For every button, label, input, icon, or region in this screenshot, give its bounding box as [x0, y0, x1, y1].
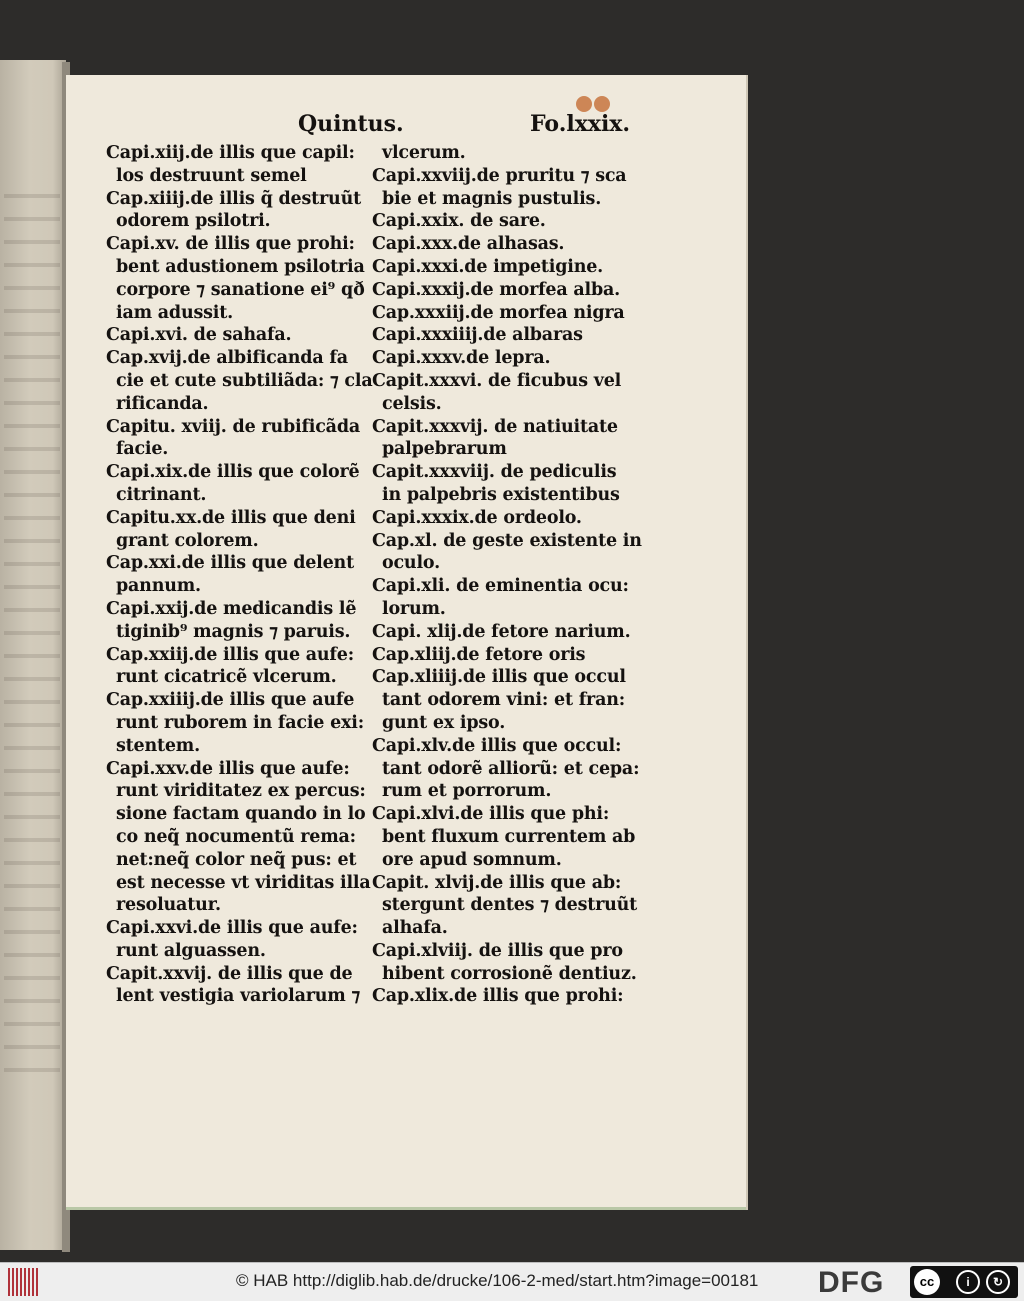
text-line: pannum. — [116, 576, 201, 597]
text-line: bie et magnis pustulis. — [382, 188, 602, 209]
cc-icon: cc — [914, 1269, 940, 1295]
text-line: facie. — [116, 439, 169, 460]
text-line: lorum. — [382, 598, 446, 619]
text-line: gunt ex ipso. — [382, 712, 506, 733]
text-line: Capit.xxvij. de illis que de — [106, 963, 353, 984]
right-text-column — [372, 142, 642, 1008]
text-line: tiginib⁹ magnis ⁊ paruis. — [116, 621, 351, 642]
text-line: corpore ⁊ sanatione ei⁹ qð — [116, 279, 365, 300]
text-line: Capi.xxxv.de lepra. — [372, 348, 551, 369]
text-line: Cap.xlix.de illis que prohi: — [372, 986, 624, 1007]
text-line: Cap.xxxiij.de morfea nigra — [372, 302, 625, 323]
text-line: bent adustionem psilotria — [116, 256, 365, 277]
text-line: Capi.xxxi.de impetigine. — [372, 256, 604, 277]
text-line: Capi.xxx.de alhasas. — [372, 234, 565, 255]
text-line: oculo. — [382, 553, 440, 574]
text-line: runt ruborem in facie exi: — [116, 712, 364, 733]
text-line: Capi.xli. de eminentia ocu: — [372, 576, 629, 597]
text-line: Capi.xix.de illis que colorẽ — [106, 462, 360, 483]
text-line: Capi.xxv.de illis que aufe: — [106, 758, 350, 779]
text-line: los destruunt semel — [116, 165, 307, 186]
text-line: Cap.xliiij.de illis que occul — [372, 667, 626, 688]
text-line: Capi.xxix. de sare. — [372, 211, 546, 232]
text-line: celsis. — [382, 393, 442, 414]
text-line: Capitu. xviij. de rubificãda — [106, 416, 360, 437]
text-line: Capi.xxij.de medicandis lẽ — [106, 598, 357, 619]
running-head: Quintus. — [298, 111, 404, 137]
facing-page-edge — [0, 60, 66, 1250]
text-line: Capi.xlviij. de illis que pro — [372, 940, 623, 961]
text-line: Cap.xxiiij.de illis que aufe — [106, 690, 355, 711]
text-line: Cap.xxiij.de illis que aufe: — [106, 644, 354, 665]
text-line: in palpebris existentibus — [382, 484, 620, 505]
text-line: bent fluxum currentem ab — [382, 826, 636, 847]
text-line: ore apud somnum. — [382, 849, 562, 870]
text-line: Cap.xliij.de fetore oris — [372, 644, 586, 665]
text-line: cie et cute subtiliãda: ⁊ cla — [116, 370, 373, 391]
text-line: Capitu.xx.de illis que deni — [106, 507, 356, 528]
viewer-footer — [0, 1262, 1024, 1301]
text-line: runt alguassen. — [116, 940, 266, 961]
text-line: Capi.xvi. de sahafa. — [106, 325, 292, 346]
text-line: Cap.xl. de geste existente in — [372, 530, 642, 551]
text-line: stentem. — [116, 735, 201, 756]
cc-license-badge[interactable] — [910, 1266, 1018, 1298]
sa-icon: ↻ — [986, 1270, 1010, 1294]
text-line: tant odorem vini: et fran: — [382, 690, 625, 711]
text-line: palpebrarum — [382, 439, 507, 460]
text-line: rificanda. — [116, 393, 209, 414]
text-line: sione factam quando in lo — [116, 804, 366, 825]
text-line: Capi.xxvi.de illis que aufe: — [106, 918, 358, 939]
text-line: odorem psilotri. — [116, 211, 271, 232]
text-line: est necesse vt viriditas illa — [116, 872, 371, 893]
text-line: Capi.xxxij.de morfea alba. — [372, 279, 621, 300]
text-line: Capit.xxxvij. de natiuitate — [372, 416, 618, 437]
text-line: Capi.xxxiiij.de albaras — [372, 325, 583, 346]
text-line: Capi.xlvi.de illis que phi: — [372, 804, 610, 825]
text-line: Capi.xiij.de illis que capil: — [106, 143, 355, 163]
text-line: rum et porrorum. — [382, 781, 552, 802]
text-line: Capit. xlvij.de illis que ab: — [372, 872, 622, 893]
text-line: resoluatur. — [116, 895, 221, 916]
text-line: alhafa. — [382, 918, 448, 939]
text-line: Cap.xvij.de albificanda fa — [106, 348, 348, 369]
text-line: hibent corrosionẽ dentiuz. — [382, 963, 637, 984]
text-line: net:neq̃ color neq̃ pus: et — [116, 849, 357, 870]
folio-number: Fo.lxxix. — [530, 111, 631, 137]
by-icon: i — [956, 1270, 980, 1294]
text-line: iam adussit. — [116, 302, 234, 323]
hab-logo-icon — [8, 1268, 40, 1296]
text-line: runt cicatricẽ vlcerum. — [116, 667, 337, 688]
text-line: grant colorem. — [116, 530, 259, 551]
text-line: Capit.xxxvi. de ficubus vel — [372, 370, 622, 391]
text-line: Capi.xxviij.de pruritu ⁊ sca — [372, 165, 627, 186]
text-line: citrinant. — [116, 484, 207, 505]
text-line: Capi.xxxix.de ordeolo. — [372, 507, 582, 528]
text-line: vlcerum. — [382, 143, 466, 163]
text-line: Capi.xv. de illis que prohi: — [106, 234, 355, 255]
text-line: Capi.xlv.de illis que occul: — [372, 735, 622, 756]
text-line: Cap.xxi.de illis que delent — [106, 553, 354, 574]
text-line: runt viriditatez ex percus: — [116, 781, 366, 802]
left-text-column — [106, 142, 374, 1008]
text-line: Cap.xiiij.de illis q̃ destruũt — [106, 188, 361, 209]
text-line: lent vestigia variolarum ⁊ — [116, 986, 360, 1007]
dfg-logo: DFG — [818, 1266, 885, 1299]
text-line: stergunt dentes ⁊ destruũt — [382, 895, 638, 916]
text-line: Capi. xlij.de fetore narium. — [372, 621, 631, 642]
text-line: co neq̃ nocumentũ rema: — [116, 826, 356, 847]
text-line: Capit.xxxviij. de pediculis — [372, 462, 617, 483]
text-line: tant odorẽ alliorũ: et cepa: — [382, 758, 640, 779]
copyright-credit[interactable]: © HAB http://diglib.hab.de/drucke/106-2-med/start.htm?image=00181 — [236, 1271, 759, 1290]
